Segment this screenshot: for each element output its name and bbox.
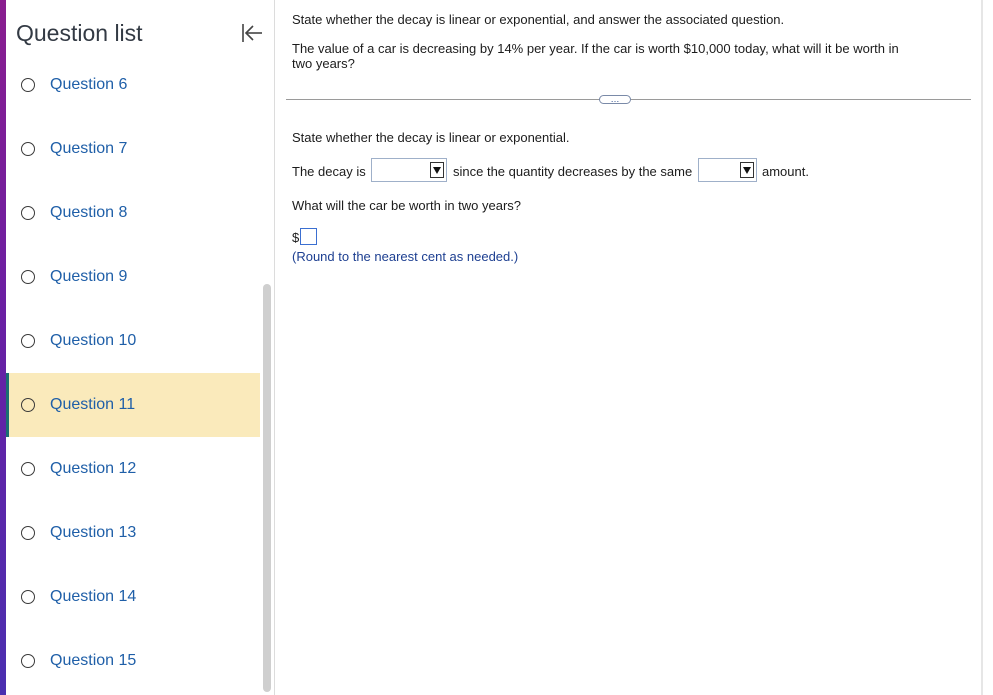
question-instruction: State whether the decay is linear or exponential, and answer the associated question. xyxy=(292,12,785,27)
question-label: Question 10 xyxy=(50,332,137,349)
radio-icon xyxy=(21,206,35,220)
problem-text-line1: The value of a car is decreasing by 14% per year. If the car is worth $10,000 today, what will it be worth in xyxy=(292,41,899,56)
collapse-sidebar-icon[interactable] xyxy=(240,22,264,44)
sidebar-scrollbar-thumb[interactable] xyxy=(263,284,271,692)
part1-prompt: State whether the decay is linear or exponential. xyxy=(292,130,570,145)
dropdown-arrow-icon xyxy=(430,162,444,178)
radio-icon xyxy=(21,270,35,284)
question-item[interactable] xyxy=(6,437,260,501)
question-item[interactable] xyxy=(6,117,260,181)
radio-icon xyxy=(21,590,35,604)
panel-divider xyxy=(274,0,275,695)
question-label: Question 11 xyxy=(50,396,136,413)
part2-prompt: What will the car be worth in two years? xyxy=(292,198,522,213)
expand-more-button[interactable]: … xyxy=(599,95,631,104)
question-label: Question 6 xyxy=(50,76,128,93)
part1-lead-text: The decay is xyxy=(292,164,366,179)
rounding-hint: (Round to the nearest cent as needed.) xyxy=(292,249,519,264)
radio-icon xyxy=(21,142,35,156)
right-border xyxy=(981,0,983,695)
answer-input[interactable] xyxy=(300,228,317,245)
amount-type-select[interactable] xyxy=(698,158,757,182)
radio-icon xyxy=(21,334,35,348)
question-label: Question 13 xyxy=(50,524,137,541)
radio-icon xyxy=(21,526,35,540)
question-label: Question 8 xyxy=(50,204,128,221)
question-item[interactable] xyxy=(6,629,260,693)
problem-text-line2: two years? xyxy=(292,56,355,71)
question-item[interactable] xyxy=(6,309,260,373)
question-label: Question 12 xyxy=(50,460,137,477)
question-label: Question 15 xyxy=(50,652,137,669)
currency-symbol: $ xyxy=(292,230,300,245)
question-item[interactable] xyxy=(6,53,260,117)
question-list-sidebar xyxy=(6,0,260,695)
part1-middle-text: since the quantity decreases by the same xyxy=(453,164,693,179)
decay-type-select[interactable] xyxy=(371,158,447,182)
radio-icon xyxy=(21,462,35,476)
question-item[interactable] xyxy=(6,245,260,309)
dropdown-arrow-icon xyxy=(740,162,754,178)
question-item[interactable] xyxy=(6,565,260,629)
question-label: Question 9 xyxy=(50,268,128,285)
sidebar-title: Question list xyxy=(16,20,143,46)
radio-icon xyxy=(21,654,35,668)
question-label: Question 7 xyxy=(50,140,128,157)
radio-icon xyxy=(21,398,35,412)
question-item-active[interactable] xyxy=(6,373,260,437)
question-item[interactable] xyxy=(6,501,260,565)
question-label: Question 14 xyxy=(50,588,137,605)
part1-tail-text: amount. xyxy=(762,164,809,179)
question-item[interactable] xyxy=(6,181,260,245)
radio-icon xyxy=(21,78,35,92)
